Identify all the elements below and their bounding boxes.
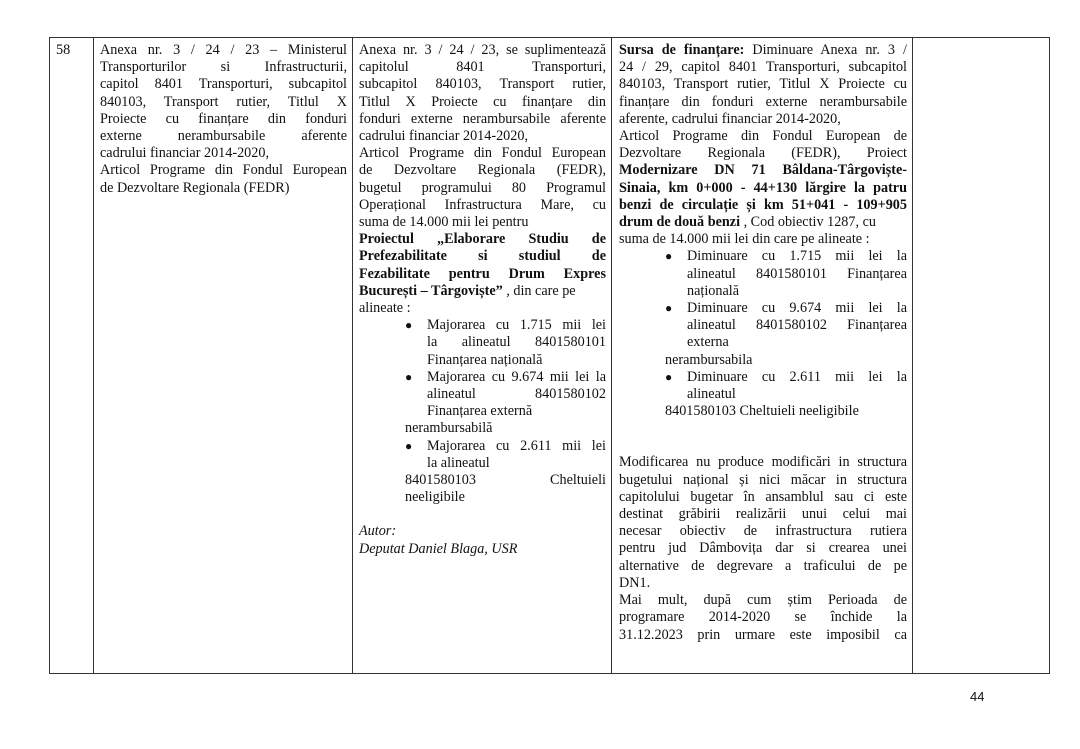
text-line: Articol Programe din Fondul European	[100, 162, 347, 179]
text-line: suma de 14.000 mii lei din care pe alineate :	[619, 231, 870, 248]
bullet-icon: ●	[665, 249, 673, 264]
justification-paragraph	[619, 454, 907, 592]
text-line: 8401580103 Cheltuieli	[405, 472, 606, 489]
text-line: nerambursabila	[665, 351, 753, 368]
page-number: 44	[970, 689, 985, 704]
project-title: drum de două benzi	[619, 214, 741, 231]
motivation-cell	[619, 42, 907, 644]
bullet-icon: ●	[405, 438, 413, 453]
text-line: Diminuare cu 2.611 mii lei la	[687, 368, 907, 385]
text-line: alternative de degrevare a traficului de pe	[619, 557, 907, 574]
text-line: la alineatul	[427, 454, 490, 471]
amendment-table	[49, 37, 1050, 674]
text-line: externa	[687, 334, 729, 351]
text-line: alineatul	[687, 386, 736, 403]
text-line: Anexa nr. 3 / 24 / 23 – Ministerul	[100, 42, 347, 58]
text-line: Modificarea nu produce modificări in structura	[619, 454, 907, 471]
text-line: Finanțarea națională	[427, 351, 543, 368]
row-number	[56, 42, 86, 59]
project-title: benzi de circulație și km 51+041 - 109+905	[619, 196, 907, 213]
text-line: Dezvoltare Regionala (FEDR), Proiect	[619, 145, 907, 162]
column-divider	[611, 38, 612, 673]
list-item	[619, 248, 907, 300]
text-line: bugetului național și nici măcar in structura	[619, 471, 907, 488]
text-line: 8401580103 Cheltuieli neeligibile	[665, 403, 859, 420]
text-line: alineatul 8401580101 Finanțarea	[687, 265, 907, 282]
text-line	[359, 248, 606, 265]
text-line: externe nerambursabile aferente	[100, 128, 347, 145]
list-item	[619, 369, 907, 403]
text-line: nerambursabilă	[405, 420, 493, 437]
text-line: la alineatul 8401580101	[427, 334, 606, 351]
text-line: finanțare din fonduri externe nerambursabile	[619, 93, 907, 110]
text-line: DN1.	[619, 574, 651, 591]
justification-paragraph	[619, 592, 907, 644]
text-line: pentru jud Dâmbovița dar si crearea unei	[619, 540, 907, 557]
text-line: suma de 14.000 mii lei pentru	[359, 214, 529, 231]
text-line: capitolului bugetar în ansamblul sau ci este	[619, 488, 907, 505]
bullet-icon: ●	[665, 369, 673, 384]
text-line	[619, 162, 907, 179]
text-fragment: , din care pe	[502, 282, 576, 299]
text-line	[359, 266, 606, 283]
list-item	[359, 438, 606, 472]
project-title: Modernizare DN 71 Bâldana-Târgoviște-	[619, 162, 907, 179]
text-line: Majorarea cu 1.715 mii lei	[427, 317, 606, 334]
list-item	[359, 369, 606, 421]
text-line: Majorarea cu 2.611 mii lei	[427, 437, 606, 454]
text-line: alineate :	[359, 300, 411, 317]
text-line: cadrului financiar 2014-2020,	[100, 145, 270, 162]
text-line: Diminuare cu 1.715 mii lei la	[687, 248, 907, 265]
text-line: Diminuare cu 9.674 mii lei la	[687, 300, 907, 317]
project-title: Sinaia, km 0+000 - 44+130 lărgire la patru	[619, 179, 907, 196]
text-line: aferente, cadrului financiar 2014-2020,	[619, 110, 841, 127]
text-line: 31.12.2023 prin urmare este imposibil ca	[619, 626, 907, 643]
text-fragment: , Cod obiectiv 1287, cu	[740, 214, 876, 231]
text-fragment: Diminuare Anexa nr. 3 /	[744, 42, 907, 58]
text-line	[619, 180, 907, 197]
text-line: bugetul programului 80 Programul	[359, 179, 606, 196]
text-line: subcapitol 840103, Transport rutier,	[359, 76, 606, 93]
bullet-icon: ●	[405, 369, 413, 384]
text-line: Majorarea cu 9.674 mii lei la	[427, 368, 606, 385]
text-line: Articol Programe din Fondul European de	[619, 128, 907, 145]
text-line: 840103, Transport rutier, Titlul X Proiecte cu	[619, 76, 907, 93]
text-line	[359, 523, 606, 540]
list-item	[619, 300, 907, 352]
text-line: Anexa nr. 3 / 24 / 23, se suplimentează	[359, 42, 606, 58]
text-line	[619, 214, 907, 231]
text-line: alineatul 8401580102 Finanțarea	[687, 317, 907, 334]
text-line: națională	[687, 282, 739, 299]
text-line: Titlul X Proiecte cu finanțare din	[359, 93, 606, 110]
text-line: Proiecte cu finanțare din fonduri	[100, 110, 347, 127]
project-title: Fezabilitate pentru Drum Expres	[359, 265, 606, 282]
text-line: Mai mult, după cum știm Perioada de	[619, 592, 907, 609]
list-item	[359, 317, 606, 369]
text-line: cadrului financiar 2014-2020,	[359, 128, 529, 145]
text-line: fonduri externe nerambursabile aferente	[359, 110, 606, 127]
project-title: București – Târgoviște”	[359, 282, 503, 299]
original-text-cell	[100, 42, 347, 197]
text-line: capitolul 8401 Transporturi,	[359, 59, 606, 76]
text-line: de Dezvoltare Regionala (FEDR)	[100, 179, 290, 196]
column-divider	[912, 38, 913, 673]
column-divider	[352, 38, 353, 673]
text-line: Articol Programe din Fondul European	[359, 145, 606, 162]
text-line: Transporturilor si Infrastructurii,	[100, 59, 347, 76]
text-line: necesar obiectiv de infrastructura rutiera	[619, 523, 907, 540]
project-title: Proiectul „Elaborare Studiu de	[359, 231, 606, 248]
text-line: Finanțarea externă	[427, 403, 533, 420]
text-line: 24 / 29, capitol 8401 Transporturi, subcapitol	[619, 59, 907, 76]
column-divider	[93, 38, 94, 673]
row-number-text: 58	[56, 42, 71, 58]
text-line: Operațional Infrastructura Mare, cu	[359, 196, 606, 213]
text-line: alineatul 8401580102	[427, 386, 606, 403]
text-line: capitol 8401 Transporturi, subcapitol	[100, 76, 347, 93]
text-line: 840103, Transport rutier, Titlul X	[100, 93, 347, 110]
text-line: destinat grăbirii realizării unui celui mai	[619, 506, 907, 523]
funding-source-label: Sursa de finanțare:	[619, 42, 745, 58]
text-line: neeligibile	[405, 489, 465, 506]
text-line: de Dezvoltare Regionala (FEDR),	[359, 162, 606, 179]
bullet-icon: ●	[405, 318, 413, 333]
text-line	[619, 42, 907, 59]
text-line	[359, 283, 606, 300]
author-name: Deputat Daniel Blaga, USR	[359, 540, 518, 557]
author-label: Autor:	[359, 523, 397, 540]
project-title: Prefezabilitate si studiul de	[359, 248, 606, 265]
bullet-icon: ●	[665, 301, 673, 316]
text-line	[359, 231, 606, 248]
text-line: programare 2014-2020 se închide la	[619, 609, 907, 626]
text-line	[359, 541, 606, 558]
text-line	[619, 197, 907, 214]
amendment-text-cell	[359, 42, 606, 558]
